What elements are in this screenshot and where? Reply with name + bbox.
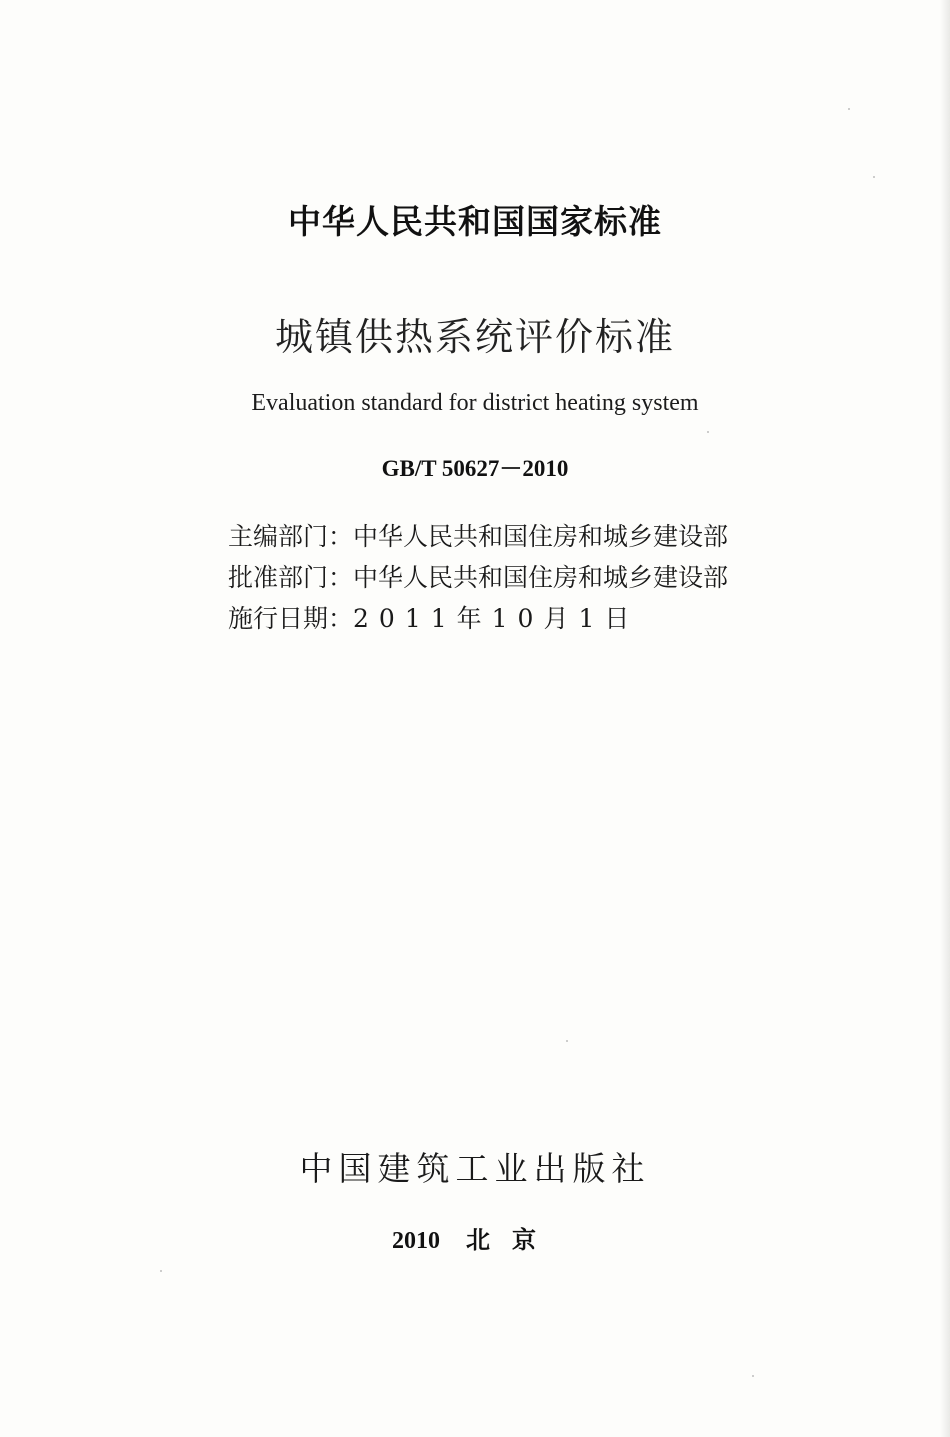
approver-label: 批准部门：: [228, 563, 354, 592]
publication-year: 2010: [392, 1228, 440, 1254]
publication-city: 北京: [466, 1226, 558, 1254]
publication-place: [0, 1220, 950, 1255]
scan-speck: [707, 431, 709, 433]
page-edge-shading: [940, 0, 950, 1437]
scan-speck: [566, 1040, 568, 1042]
approver-row: [228, 557, 728, 598]
chief-editor-value: 中华人民共和国住房和城乡建设部: [353, 522, 729, 551]
scan-speck: [752, 1375, 754, 1377]
chief-editor-row: [228, 516, 728, 557]
standard-metadata: [228, 516, 728, 639]
effective-date-value: 2011年10月1日: [353, 604, 640, 633]
effective-date-label: 施行日期：: [228, 604, 354, 633]
publisher-name: 中国建筑工业出版社: [299, 1149, 651, 1188]
scan-speck: [160, 1270, 162, 1272]
standard-title-chinese: 城镇供热系统评价标准: [274, 315, 675, 359]
scan-speck: [848, 108, 850, 110]
chief-editor-label: 主编部门：: [228, 522, 354, 551]
standard-title-english: Evaluation standard for district heating system: [251, 390, 699, 416]
scan-speck: [873, 176, 875, 178]
effective-date-row: [228, 598, 728, 639]
standard-code: GB/T 50627－2010: [381, 456, 569, 481]
national-standard-heading: 中华人民共和国国家标准: [288, 202, 662, 241]
approver-value: 中华人民共和国住房和城乡建设部: [353, 563, 729, 592]
